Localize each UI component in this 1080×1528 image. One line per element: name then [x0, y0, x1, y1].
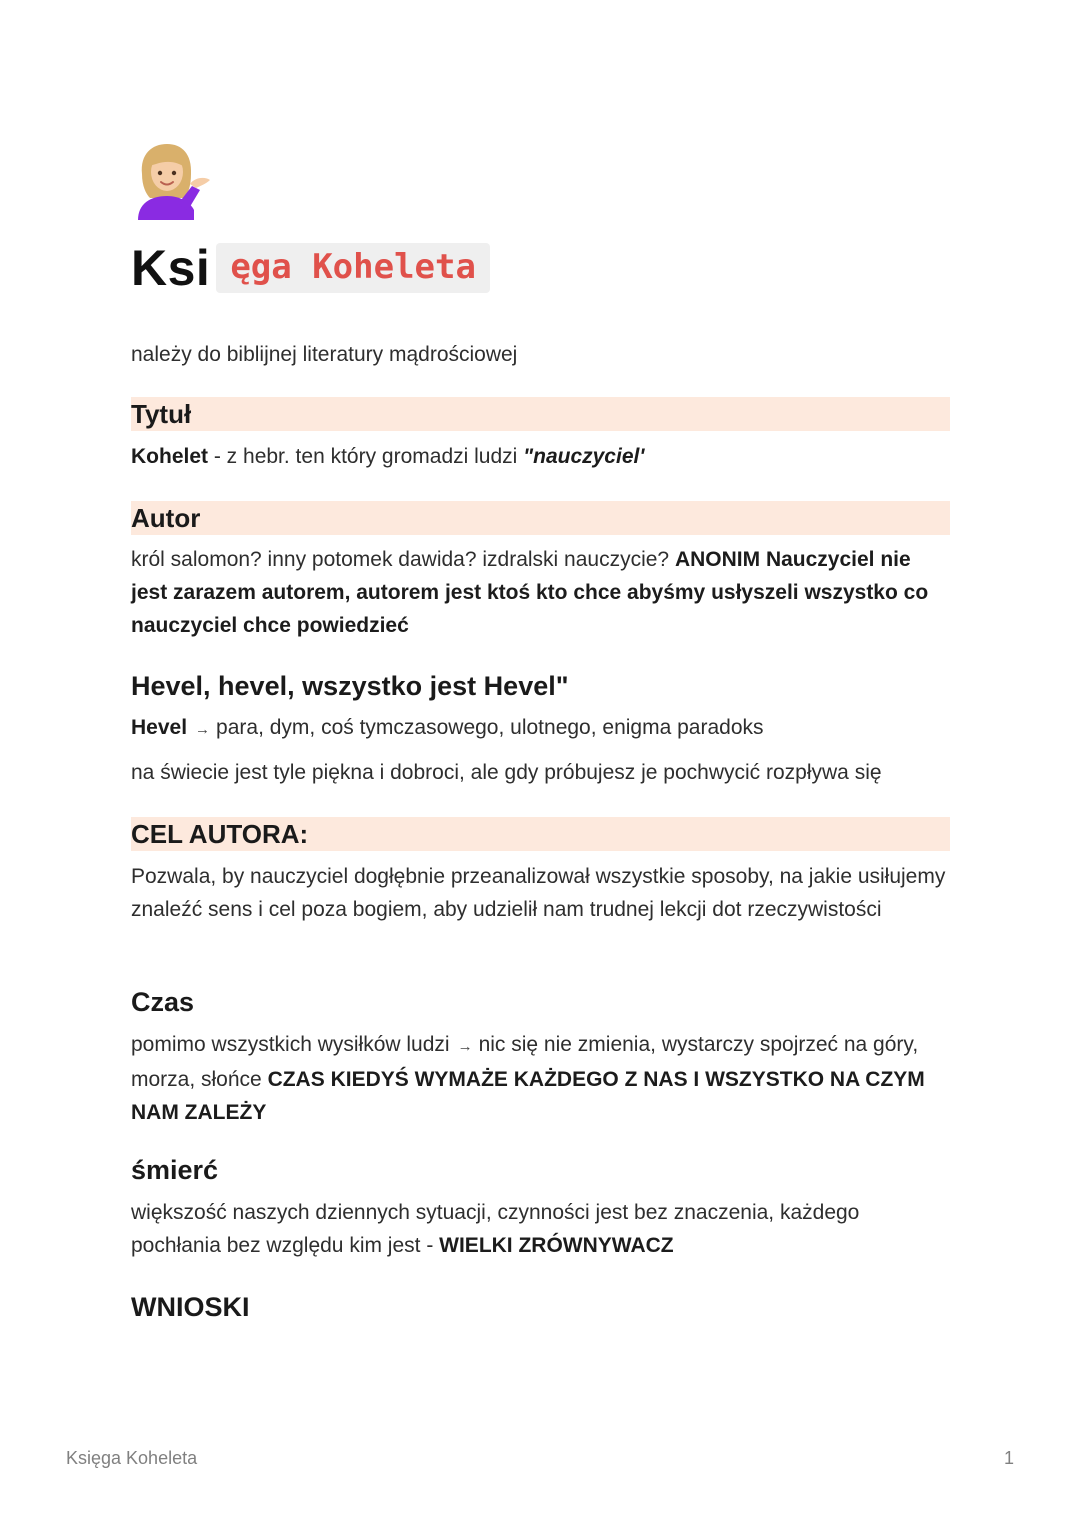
- page-title: [131, 236, 490, 300]
- arrow-icon: →: [195, 721, 211, 738]
- intro-text: należy do biblijnej literatury mądrościowej: [131, 343, 518, 366]
- czas-paragraph: [131, 1028, 950, 1129]
- section-czas: [131, 984, 950, 1129]
- section-wnioski: [131, 1289, 950, 1325]
- title-code: ęga Koheleta: [216, 243, 490, 293]
- tytul-term: Kohelet: [131, 445, 209, 468]
- czas-text2: nic się nie zmienia, wystarczy spojrzeć na góry, morza, słońce: [131, 1033, 919, 1091]
- section-hevel: [131, 668, 950, 789]
- czas-text1: pomimo wszystkich wysiłków ludzi: [131, 1033, 450, 1056]
- section-heading-smierc: śmierć: [131, 1155, 219, 1185]
- autor-text: król salomon? inny potomek dawida? izdralski nauczycie?: [131, 548, 675, 571]
- hevel-definition: para, dym, coś tymczasowego, ulotnego, enigma paradoks: [216, 716, 764, 739]
- arrow-icon: →: [457, 1038, 473, 1055]
- woman-tipping-hand-icon: [134, 140, 212, 220]
- tytul-quote: "nauczyciel': [523, 445, 645, 468]
- autor-paragraph: [131, 543, 950, 642]
- intro-paragraph: [131, 338, 950, 371]
- section-heading-czas: Czas: [131, 987, 195, 1017]
- tytul-paragraph: [131, 440, 950, 473]
- tytul-text: - z hebr. ten który gromadzi ludzi: [208, 445, 524, 468]
- smierc-bold: WIELKI ZRÓWNYWACZ: [439, 1234, 674, 1257]
- footer-title: Księga Koheleta: [66, 1448, 198, 1468]
- hevel-text: na świecie jest tyle piękna i dobroci, ale gdy próbujesz je pochwycić rozpływa się: [131, 761, 882, 784]
- section-heading-cel: CEL AUTORA:: [131, 817, 950, 851]
- smierc-paragraph: [131, 1196, 950, 1262]
- section-heading-wnioski: WNIOSKI: [131, 1292, 250, 1322]
- cel-text: Pozwala, by nauczyciel dogłębnie przeanalizował wszystkie sposoby, na jakie usiłujemy znaleźć sens i cel poza bogiem, aby udzielił nam trudnej lekcji dot rzeczywistości: [131, 865, 946, 921]
- hevel-term: Hevel: [131, 716, 188, 739]
- section-heading-hevel: Hevel, hevel, wszystko jest Hevel": [131, 671, 569, 701]
- section-heading-tytul: Tytuł: [131, 397, 950, 431]
- autor-bold: ANONIM Nauczyciel nie jest zarazem autorem, autorem jest ktoś kto chce abyśmy usłyszeli wszystko co nauczyciel chce powiedzieć: [131, 548, 929, 637]
- section-smierc: [131, 1152, 950, 1262]
- page-number: 1: [1003, 1448, 1014, 1468]
- smierc-text: większość naszych dziennych sytuacji, czynności jest bez znaczenia, każdego pochłania bez względu kim jest -: [131, 1201, 860, 1257]
- section-tytul: [131, 397, 950, 473]
- section-autor: [131, 501, 950, 642]
- hevel-definition-line: [131, 711, 950, 746]
- title-main: Ksi: [131, 240, 211, 296]
- czas-bold: CZAS KIEDYŚ WYMAŻE KAŻDEGO Z NAS I WSZYSTKO NA CZYM NAM ZALEŻY: [131, 1068, 925, 1124]
- section-heading-autor: Autor: [131, 501, 950, 535]
- section-cel: [131, 817, 950, 926]
